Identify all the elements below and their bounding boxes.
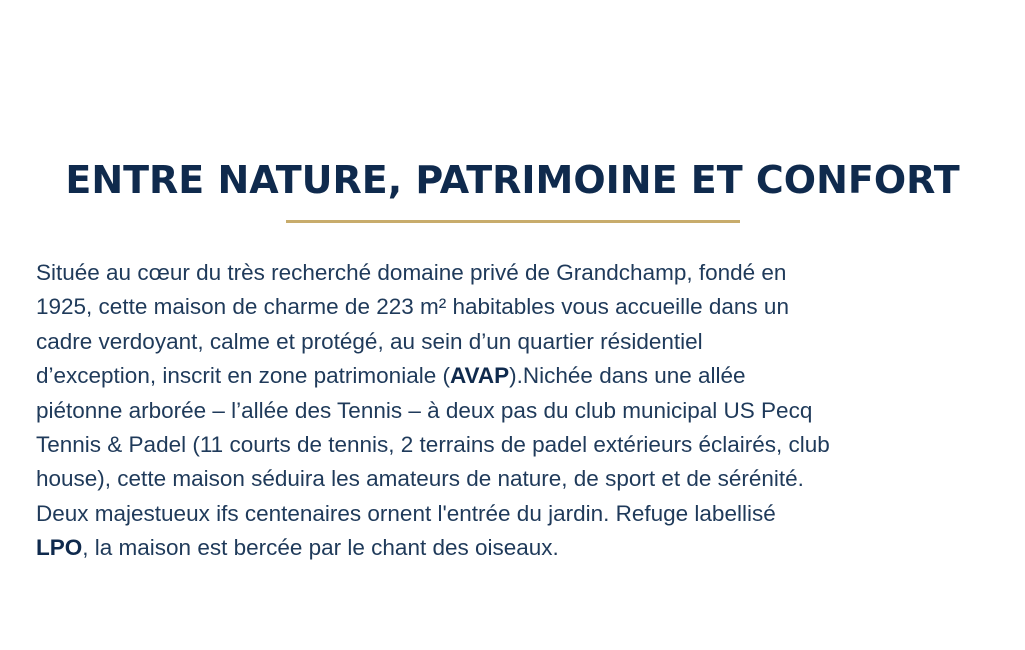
paragraph-line-8: Deux majestueux ifs centenaires ornent l'entrée du jardin. Refuge labellisé (36, 500, 776, 526)
lpo-bold-term: LPO (36, 535, 83, 561)
page-title: ENTRE NATURE, PATRIMOINE ET CONFORT (65, 158, 960, 202)
paragraph-line-4-end: ).Nichée dans une allée (509, 363, 746, 389)
paragraph-line-3: cadre verdoyant, calme et protégé, au sein d’un quartier résidentiel (36, 328, 703, 354)
paragraph-line-2: 1925, cette maison de charme de 223 m² habitables vous accueille dans un (36, 294, 789, 320)
paragraph-line-9-end: , la maison est bercée par le chant des oiseaux. (82, 535, 559, 561)
paragraph-line-9 (36, 531, 996, 565)
paragraph-line-5: piétonne arborée – l’allée des Tennis – à deux pas du club municipal US Pecq (36, 397, 813, 423)
paragraph-line-1: Située au cœur du très recherché domaine privé de Grandchamp, fondé en (36, 260, 787, 285)
title-divider (286, 220, 740, 223)
paragraph-line-7: house), cette maison séduira les amateurs de nature, de sport et de sérénité. (36, 466, 804, 492)
avap-bold-term: AVAP (449, 363, 510, 389)
paragraph-line-6: Tennis & Padel (11 courts de tennis, 2 terrains de padel extérieurs éclairés, club (36, 432, 830, 458)
paragraph-line-4-start: d’exception, inscrit en zone patrimoniale ( (36, 363, 450, 389)
paragraph-line-4 (36, 359, 996, 393)
description-paragraph (36, 256, 996, 566)
